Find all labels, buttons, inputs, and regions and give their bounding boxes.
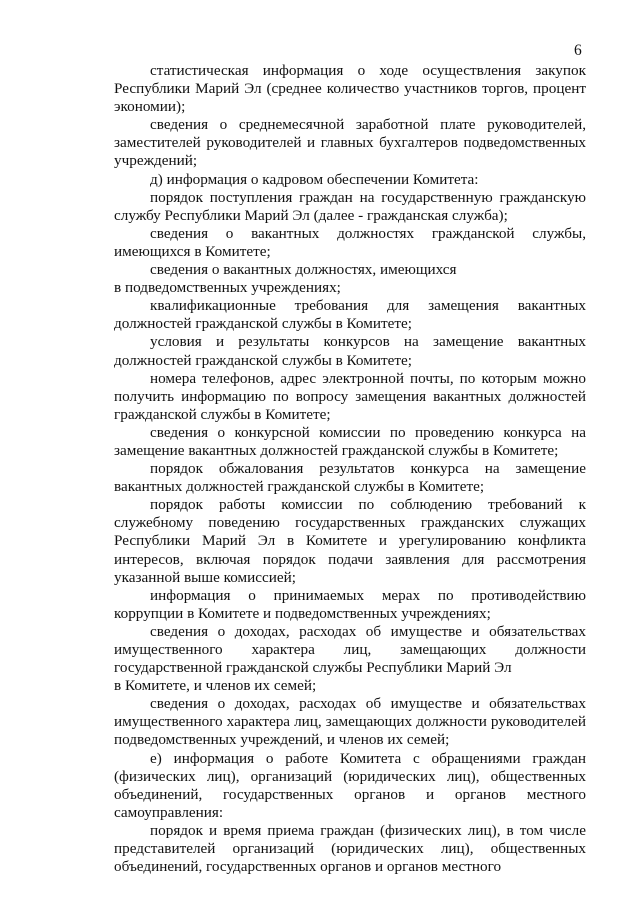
paragraph: е) информация о работе Комитета с обращениями граждан (физических лиц), организаций (юридических лиц), общественных объединений, государственных органов и органов местного самоуправления: — [114, 749, 586, 821]
document-body — [114, 62, 586, 876]
page-number: 6 — [574, 42, 582, 59]
paragraph: д) информация о кадровом обеспечении Комитета: — [150, 170, 479, 188]
paragraph: сведения о конкурсной комиссии по проведению конкурса на замещение вакантных должностей гражданской службы в Комитете; — [114, 423, 586, 459]
paragraph: порядок поступления граждан на государственную гражданскую службу Республики Марий Эл (далее - гражданская служба); — [114, 188, 586, 224]
paragraph: сведения о доходах, расходах об имуществе и обязательствах имущественного характера лиц, замещающих должности государственной гражданской службы Республики Марий Эл в Комитете, и членов их семей; — [114, 622, 586, 695]
paragraph: квалификационные требования для замещения вакантных должностей гражданской службы в Комитете; — [114, 297, 586, 333]
paragraph: номера телефонов, адрес электронной почты, по которым можно получить информацию по вопросу замещения вакантных должностей гражданской службы в Комитете; — [114, 369, 586, 423]
paragraph: сведения о доходах, расходах об имуществе и обязательствах имущественного характера лиц, замещающих должности руководителей подведомственных учреждений, и членов их семей; — [114, 695, 586, 749]
paragraph: порядок и время приема граждан (физических лиц), в том числе представителей организаций (юридических лиц), общественных объединений, государственных органов и органов местного — [114, 821, 586, 876]
paragraph: порядок обжалования результатов конкурса на замещение вакантных должностей гражданской службы в Комитете; — [114, 460, 586, 496]
paragraph: сведения о среднемесячной заработной плате руководителей, заместителей руководителей и главных бухгалтеров подведомственных учреждений; — [114, 116, 586, 170]
paragraph: условия и результаты конкурсов на замещение вакантных должностей гражданской службы в Комитете; — [114, 333, 586, 369]
paragraph: сведения о вакантных должностях, имеющихся в подведомственных учреждениях; — [114, 261, 457, 297]
paragraph: порядок работы комиссии по соблюдению требований к служебному поведению государственных гражданских служащих Республики Марий Эл в Комитете и урегулированию конфликта интересов, включая порядок подачи заявления для рассмотрения указанной выше комиссией; — [114, 496, 586, 586]
paragraph: информация о принимаемых мерах по противодействию коррупции в Комитете и подведомственных учреждениях; — [114, 586, 586, 622]
paragraph: сведения о вакантных должностях гражданской службы, имеющихся в Комитете; — [114, 224, 586, 260]
paragraph: статистическая информация о ходе осуществления закупок Республики Марий Эл (среднее количество участников торгов, процент экономии); — [114, 62, 586, 116]
